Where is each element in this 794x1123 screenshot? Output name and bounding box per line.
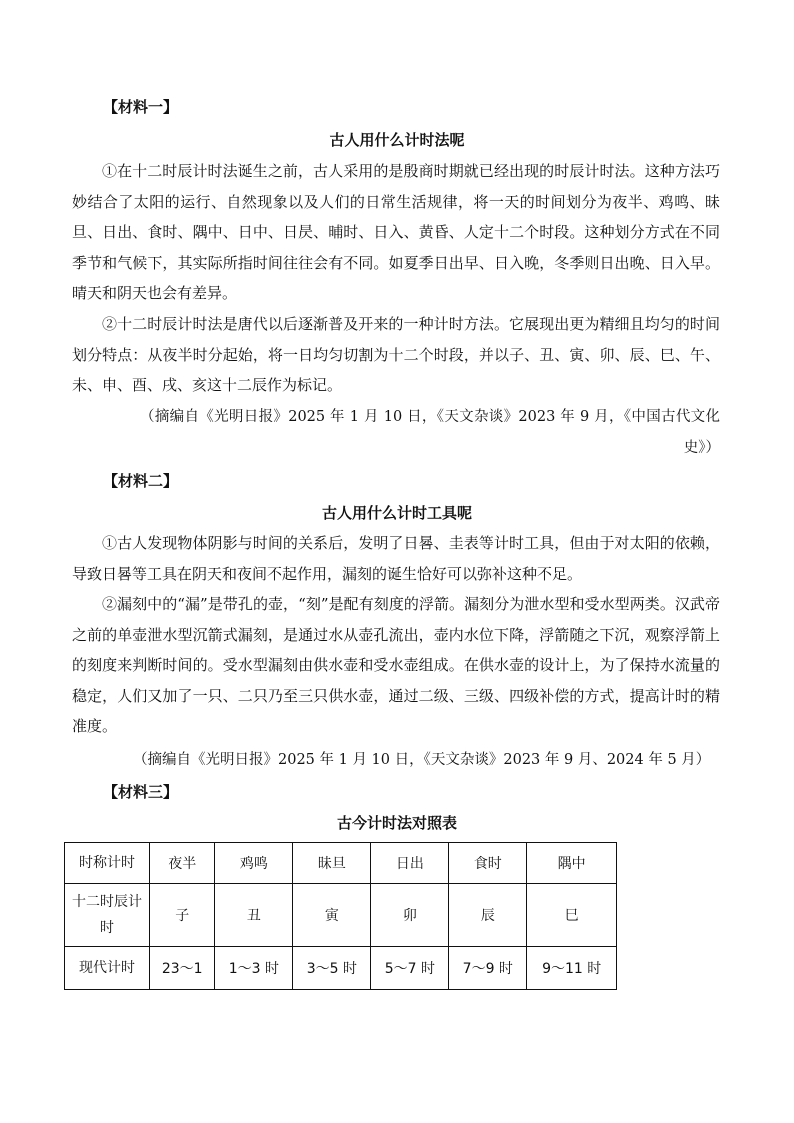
- table-cell: 5～7 时: [371, 947, 449, 990]
- table-cell: 1～3 时: [215, 947, 293, 990]
- material3-title: 古今计时法对照表: [336, 814, 457, 832]
- table-cell: 昧旦: [293, 843, 371, 884]
- material2-label: 【材料二】: [103, 472, 179, 490]
- table-cell: 寅: [293, 884, 371, 947]
- material1-source: （摘编自《光明日报》2025 年 1 月 10 日，《天文杂谈》2023 年 9 月，《中国古代文化史》）: [140, 409, 720, 456]
- table-cell: 丑: [215, 884, 293, 947]
- table-row: [65, 884, 617, 947]
- table-cell: 隅中: [527, 843, 617, 884]
- material1-paragraph-1: ①在十二时辰计时法诞生之前，古人采用的是殷商时期就已经出现的时辰计时法。这种方法巧妙结合了太阳的运行、自然现象以及人们的日常生活规律，将一天的时间划分为夜半、鸡鸣、昧旦、日出、食时、隅中、日中、日昃、晡时、日入、黄昏、人定十二个时段。这种划分方式在不同季节和气候下，其实际所指时间往往会有不同。如夏季日出早、日入晚，冬季则日出晚、日入早。晴天和阴天也会有差异。: [72, 162, 720, 302]
- table-cell: 时称计时: [65, 843, 150, 884]
- material1-label: 【材料一】: [103, 98, 179, 116]
- material1-title: 古人用什么计时法呢: [329, 131, 465, 149]
- table-cell: 日出: [371, 843, 449, 884]
- table-cell: 辰: [449, 884, 527, 947]
- table-cell: 食时: [449, 843, 527, 884]
- table-cell: 现代计时: [65, 947, 150, 990]
- table-row: [65, 947, 617, 990]
- material2-paragraph-1: ①古人发现物体阴影与时间的关系后，发明了日晷、圭表等计时工具，但由于对太阳的依赖，导致日晷等工具在阴天和夜间不起作用，漏刻的诞生恰好可以弥补这种不足。: [72, 534, 720, 583]
- table-cell: 十二时辰计时: [65, 884, 150, 947]
- material1-paragraph-2: ②十二时辰计时法是唐代以后逐渐普及开来的一种计时方法。它展现出更为精细且均匀的时间划分特点：从夜半时分起始，将一日均匀切割为十二个时段，并以子、丑、寅、卯、辰、巳、午、未、申、酉、戌、亥这十二辰作为标记。: [72, 315, 720, 394]
- table-row: [65, 843, 617, 884]
- table-cell: 鸡鸣: [215, 843, 293, 884]
- table-cell: 夜半: [150, 843, 215, 884]
- time-comparison-table: [64, 842, 617, 990]
- table-cell: 巳: [527, 884, 617, 947]
- material2-paragraph-2: ②漏刻中的“漏”是带孔的壶，“刻”是配有刻度的浮箭。漏刻分为泄水型和受水型两类。汉武帝之前的单壶泄水型沉箭式漏刻，是通过水从壶孔流出，壶内水位下降，浮箭随之下沉，观察浮箭上的刻度来判断时间的。受水型漏刻由供水壶和受水壶组成。在供水壶的设计上，为了保持水流量的稳定，人们又加了一只、二只乃至三只供水壶，通过二级、三级、四级补偿的方式，提高计时的精准度。: [72, 595, 720, 735]
- material2-title: 古人用什么计时工具呢: [321, 504, 472, 522]
- material3-label: 【材料三】: [103, 783, 179, 801]
- table-cell: 卯: [371, 884, 449, 947]
- material2-source: （摘编自《光明日报》2025 年 1 月 10 日，《天文杂谈》2023 年 9 月、2024 年 5 月）: [133, 752, 711, 768]
- table-cell: 23～1: [150, 947, 215, 990]
- table-cell: 3～5 时: [293, 947, 371, 990]
- table-cell: 子: [150, 884, 215, 947]
- table-cell: 7～9 时: [449, 947, 527, 990]
- table-cell: 9～11 时: [527, 947, 617, 990]
